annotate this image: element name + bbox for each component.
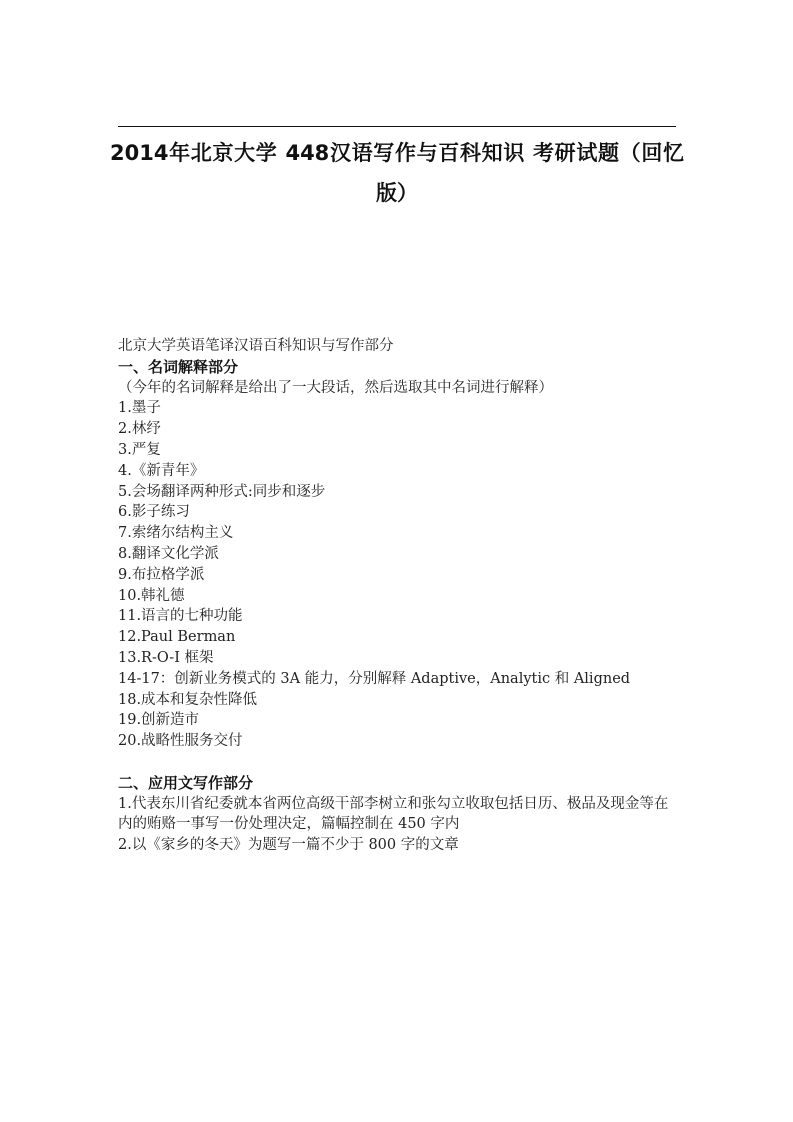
list-item: 8.翻译文化学派 [118,545,219,562]
document-title [110,133,684,213]
section-1-heading: 一、名词解释部分 [118,357,239,376]
list-item: 20.战略性服务交付 [118,733,243,750]
list-item: 6.影子练习 [118,504,190,521]
list-item: 2.林纾 [118,421,161,438]
list-item: 13.R-O-I 框架 [118,649,214,666]
list-item: 7.索绪尔结构主义 [118,525,234,542]
list-item: 2.以《家乡的冬天》为题写一篇不少于 800 字的文章 [118,837,459,854]
list-item: 5.会场翻译两种形式:同步和逐步 [118,483,326,500]
list-item: 1.墨子 [118,400,161,417]
list-item: 9.布拉格学派 [118,566,205,583]
section-2-heading: 二、应用文写作部分 [118,773,254,792]
title-line-1: 2014年北京大学 448汉语写作与百科知识 考研试题（回忆 [110,141,684,165]
list-item: 14-17：创新业务模式的 3A 能力，分别解释 Adaptive，Analytic 和 Aligned [118,670,631,687]
list-item: 12.Paul Berman [118,629,236,646]
list-item: 4.《新青年》 [118,462,205,479]
document-body [118,336,678,856]
list-item: 3.严复 [118,441,161,458]
header-rule [118,126,676,127]
list-item: 10.韩礼德 [118,587,185,604]
list-item: 18.成本和复杂性降低 [118,691,258,708]
list-item: 1.代表东川省纪委就本省两位高级干部李树立和张勾立收取包括日历、极品及现金等在内的贿赂一事写一份处理决定，篇幅控制在 450 字内 [118,795,669,833]
list-item: 11.语言的七种功能 [118,608,243,625]
section-1-note: （今年的名词解释是给出了一大段话，然后选取其中名词进行解释） [118,379,553,396]
list-item: 19.创新造市 [118,712,200,729]
intro-text: 北京大学英语笔译汉语百科知识与写作部分 [118,338,394,354]
title-line-2: 版） [376,181,418,205]
blank-line [118,752,678,773]
